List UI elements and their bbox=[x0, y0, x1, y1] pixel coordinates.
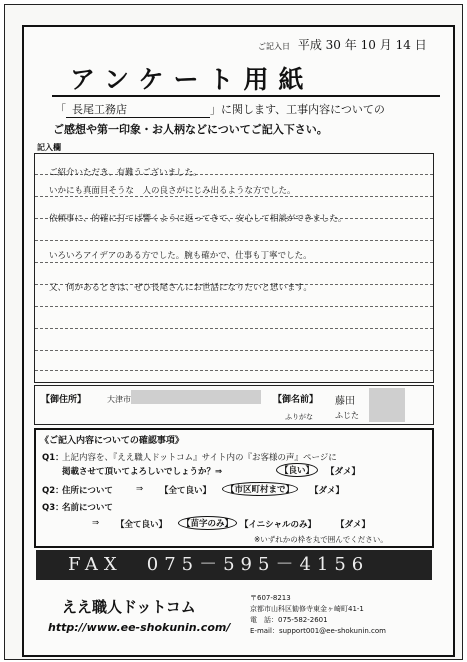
memo-line: 又、何かあるときは、ぜひ長尾さんにお世話になりたいと思います。 bbox=[49, 283, 312, 293]
confirmation-box bbox=[34, 428, 434, 548]
q2-arrow: ⇒ bbox=[136, 484, 144, 494]
q1-text-2: 掲載させて頂いてよろしいでしょうか？⇒ bbox=[62, 467, 223, 477]
q3-option-all[interactable]: 【全て良い】 bbox=[116, 520, 168, 530]
fax-number: FAX 075－595－4156 bbox=[36, 550, 432, 580]
confirm-heading: 《ご記入内容についての確認事項》 bbox=[40, 436, 184, 446]
title-divider bbox=[52, 95, 440, 97]
intro-suffix: に関します、工事内容についての bbox=[221, 103, 385, 116]
address-value: 大津市 bbox=[107, 395, 131, 404]
q3-option-surname[interactable]: 【苗字のみ】 bbox=[178, 516, 237, 530]
memo-rule bbox=[35, 306, 433, 307]
memo-box bbox=[34, 153, 434, 383]
intro-line-1 bbox=[55, 101, 385, 118]
q3-option-no[interactable]: 【ダメ】 bbox=[336, 520, 371, 530]
company-name: 長尾工務店 bbox=[66, 101, 210, 118]
q2-option-all[interactable]: 【全て良い】 bbox=[160, 486, 212, 496]
contact-block bbox=[250, 593, 386, 637]
q1-yes-option[interactable]: 【良い】 bbox=[276, 463, 318, 477]
q1-text-1: 上記内容を、『ええ職人ドットコム』サイト内の『お客様の声』ページに bbox=[62, 453, 337, 463]
q2-option-city[interactable]: 【市区町村まで】 bbox=[222, 482, 298, 496]
memo-line: いろいろアイデアのある方でした。腕も確かで、仕事も丁寧でした。 bbox=[49, 251, 312, 261]
era: 平成 bbox=[297, 38, 322, 52]
close-bracket: 」 bbox=[210, 103, 221, 116]
day-value: 14 bbox=[395, 38, 411, 52]
q3-label: Q3： bbox=[42, 503, 64, 513]
email-address[interactable]: E-mail：support001@ee-shokunin.com bbox=[250, 627, 386, 635]
year-value: 30 bbox=[325, 38, 341, 52]
intro-line-2: ご感想や第一印象・お人柄などについてご記入下さい。 bbox=[53, 123, 328, 136]
phone-number: 電 話：075-582-2601 bbox=[250, 616, 328, 624]
q1-label: Q1： bbox=[42, 453, 64, 463]
q2-text: 住所について bbox=[62, 486, 113, 496]
month-unit: 月 bbox=[379, 38, 392, 52]
q1-no-option[interactable]: 【ダメ】 bbox=[326, 467, 361, 477]
postal-address: 京都市山科区勧修寺東金ヶ崎町41-1 bbox=[250, 605, 364, 613]
website-link[interactable]: http://www.ee-shokunin.com/ bbox=[48, 621, 231, 634]
furigana-label: ふりがな bbox=[285, 413, 313, 421]
company-logo: ええ職人ドットコム bbox=[62, 598, 196, 616]
memo-label: 記入欄 bbox=[37, 143, 61, 152]
memo-line: ご紹介いただき、有難うございました。 bbox=[49, 168, 202, 178]
page-title: アンケート用紙 bbox=[70, 65, 314, 94]
q2-label: Q2： bbox=[42, 486, 64, 496]
open-bracket: 「 bbox=[55, 103, 66, 116]
memo-rule bbox=[35, 370, 433, 371]
date-row bbox=[258, 36, 427, 53]
q2-option-no[interactable]: 【ダメ】 bbox=[310, 486, 345, 496]
month-value: 10 bbox=[360, 38, 376, 52]
redacted-address bbox=[131, 390, 261, 404]
date-label: ご記入日 bbox=[258, 42, 290, 51]
furigana-value: ふじた bbox=[335, 411, 359, 420]
memo-rule bbox=[35, 262, 433, 263]
address-row bbox=[34, 385, 434, 425]
memo-rule bbox=[35, 240, 433, 241]
memo-line: いかにも真面目そうな 人の良さがにじみ出るような方でした。 bbox=[49, 186, 296, 196]
memo-rule bbox=[35, 328, 433, 329]
address-label: 【御住所】 bbox=[41, 395, 87, 405]
q3-option-initial[interactable]: 【イニシャルのみ】 bbox=[240, 520, 316, 530]
q3-arrow: ⇒ bbox=[92, 518, 100, 528]
name-label: 【御名前】 bbox=[273, 395, 319, 405]
redacted-name bbox=[369, 388, 405, 422]
memo-rule bbox=[35, 350, 433, 351]
confirm-note: ※いずれかの枠を丸で囲んでください。 bbox=[254, 535, 388, 544]
postal-code: 〒607-8213 bbox=[250, 594, 291, 602]
day-unit: 日 bbox=[414, 38, 427, 52]
year-unit: 年 bbox=[344, 38, 357, 52]
memo-line: 依頼事に、的確に打てば響くように返ってきて、安心して相談ができました。 bbox=[49, 214, 347, 224]
q3-text: 名前について bbox=[62, 503, 113, 513]
memo-rule bbox=[35, 196, 433, 197]
name-value: 藤田 bbox=[335, 396, 355, 407]
